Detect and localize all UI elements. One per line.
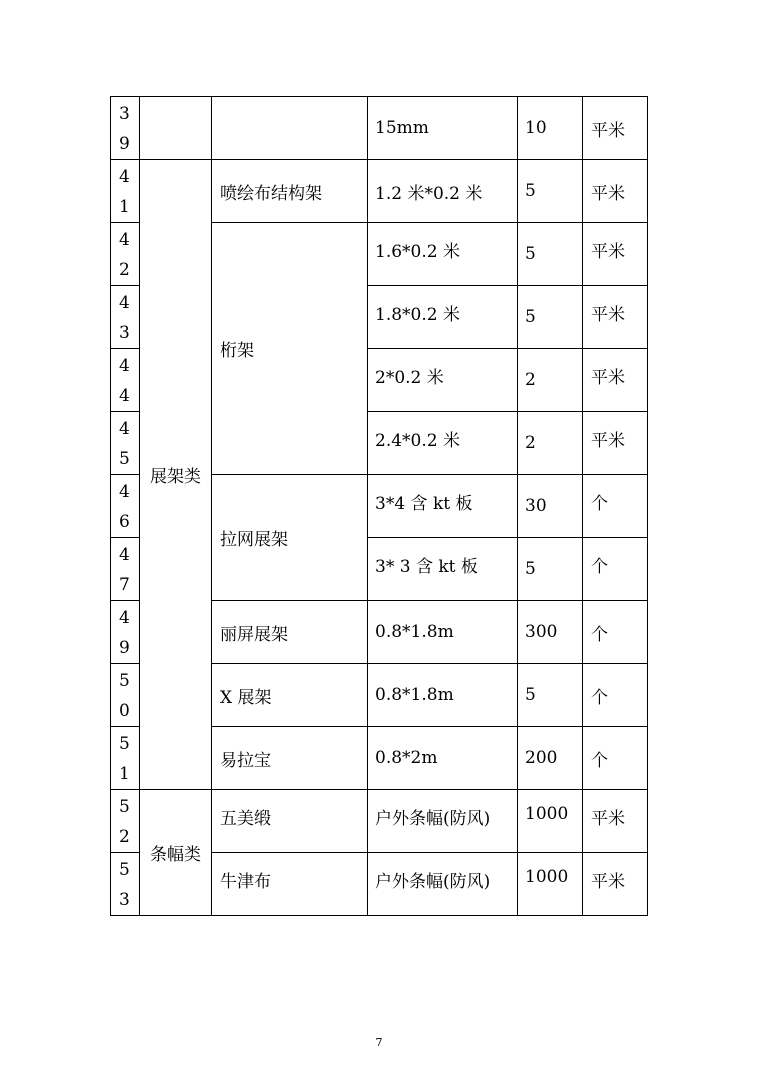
unit-cell: 个 [583,475,648,538]
unit-cell: 个 [583,538,648,601]
unit-cell: 个 [583,664,648,727]
unit-cell: 平米 [583,349,648,412]
row-number: 4 1 [111,160,140,223]
name-cell: 拉网展架 [212,475,368,601]
unit-cell: 平米 [583,286,648,349]
unit-cell: 平米 [583,97,648,160]
unit-cell: 平米 [583,412,648,475]
row-number: 5 2 [111,790,140,853]
spec-cell: 户外条幅(防风) [368,853,518,916]
page-number: 7 [375,1036,383,1049]
unit-cell: 平米 [583,790,648,853]
qty-cell: 1000 [518,790,583,853]
row-number: 5 3 [111,853,140,916]
table-row [111,160,648,223]
spec-cell: 3*4 含 kt 板 [368,475,518,538]
qty-cell: 5 [518,223,583,286]
row-number: 5 1 [111,727,140,790]
name-cell: 桁架 [212,223,368,475]
row-number: 4 2 [111,223,140,286]
spec-table [110,96,648,916]
category-display-racks: 展架类 [140,160,212,790]
spec-cell: 2.4*0.2 米 [368,412,518,475]
qty-cell: 200 [518,727,583,790]
spec-cell: 2*0.2 米 [368,349,518,412]
qty-cell: 2 [518,349,583,412]
name-cell: 丽屏展架 [212,601,368,664]
spec-cell: 0.8*2m [368,727,518,790]
row-number: 4 5 [111,412,140,475]
row-number: 5 0 [111,664,140,727]
row-number: 3 9 [111,97,140,160]
name-cell: 易拉宝 [212,727,368,790]
qty-cell: 300 [518,601,583,664]
row-number: 4 3 [111,286,140,349]
category-cell [140,97,212,160]
table-row [111,790,648,853]
name-cell [212,97,368,160]
qty-cell: 5 [518,160,583,223]
row-number: 4 7 [111,538,140,601]
unit-cell: 平米 [583,160,648,223]
spec-cell: 0.8*1.8m [368,664,518,727]
table-row [111,97,648,160]
unit-cell: 个 [583,601,648,664]
name-cell: X 展架 [212,664,368,727]
row-number: 4 6 [111,475,140,538]
spec-cell: 1.6*0.2 米 [368,223,518,286]
spec-cell: 3* 3 含 kt 板 [368,538,518,601]
qty-cell: 10 [518,97,583,160]
qty-cell: 5 [518,538,583,601]
qty-cell: 5 [518,286,583,349]
unit-cell: 个 [583,727,648,790]
spec-cell: 0.8*1.8m [368,601,518,664]
spec-cell: 户外条幅(防风) [368,790,518,853]
name-cell: 喷绘布结构架 [212,160,368,223]
qty-cell: 30 [518,475,583,538]
row-number: 4 9 [111,601,140,664]
name-cell: 五美缎 [212,790,368,853]
category-banners: 条幅类 [140,790,212,916]
spec-cell: 1.2 米*0.2 米 [368,160,518,223]
qty-cell: 1000 [518,853,583,916]
unit-cell: 平米 [583,223,648,286]
qty-cell: 2 [518,412,583,475]
spec-cell: 15mm [368,97,518,160]
spec-cell: 1.8*0.2 米 [368,286,518,349]
unit-cell: 平米 [583,853,648,916]
row-number: 4 4 [111,349,140,412]
name-cell: 牛津布 [212,853,368,916]
qty-cell: 5 [518,664,583,727]
